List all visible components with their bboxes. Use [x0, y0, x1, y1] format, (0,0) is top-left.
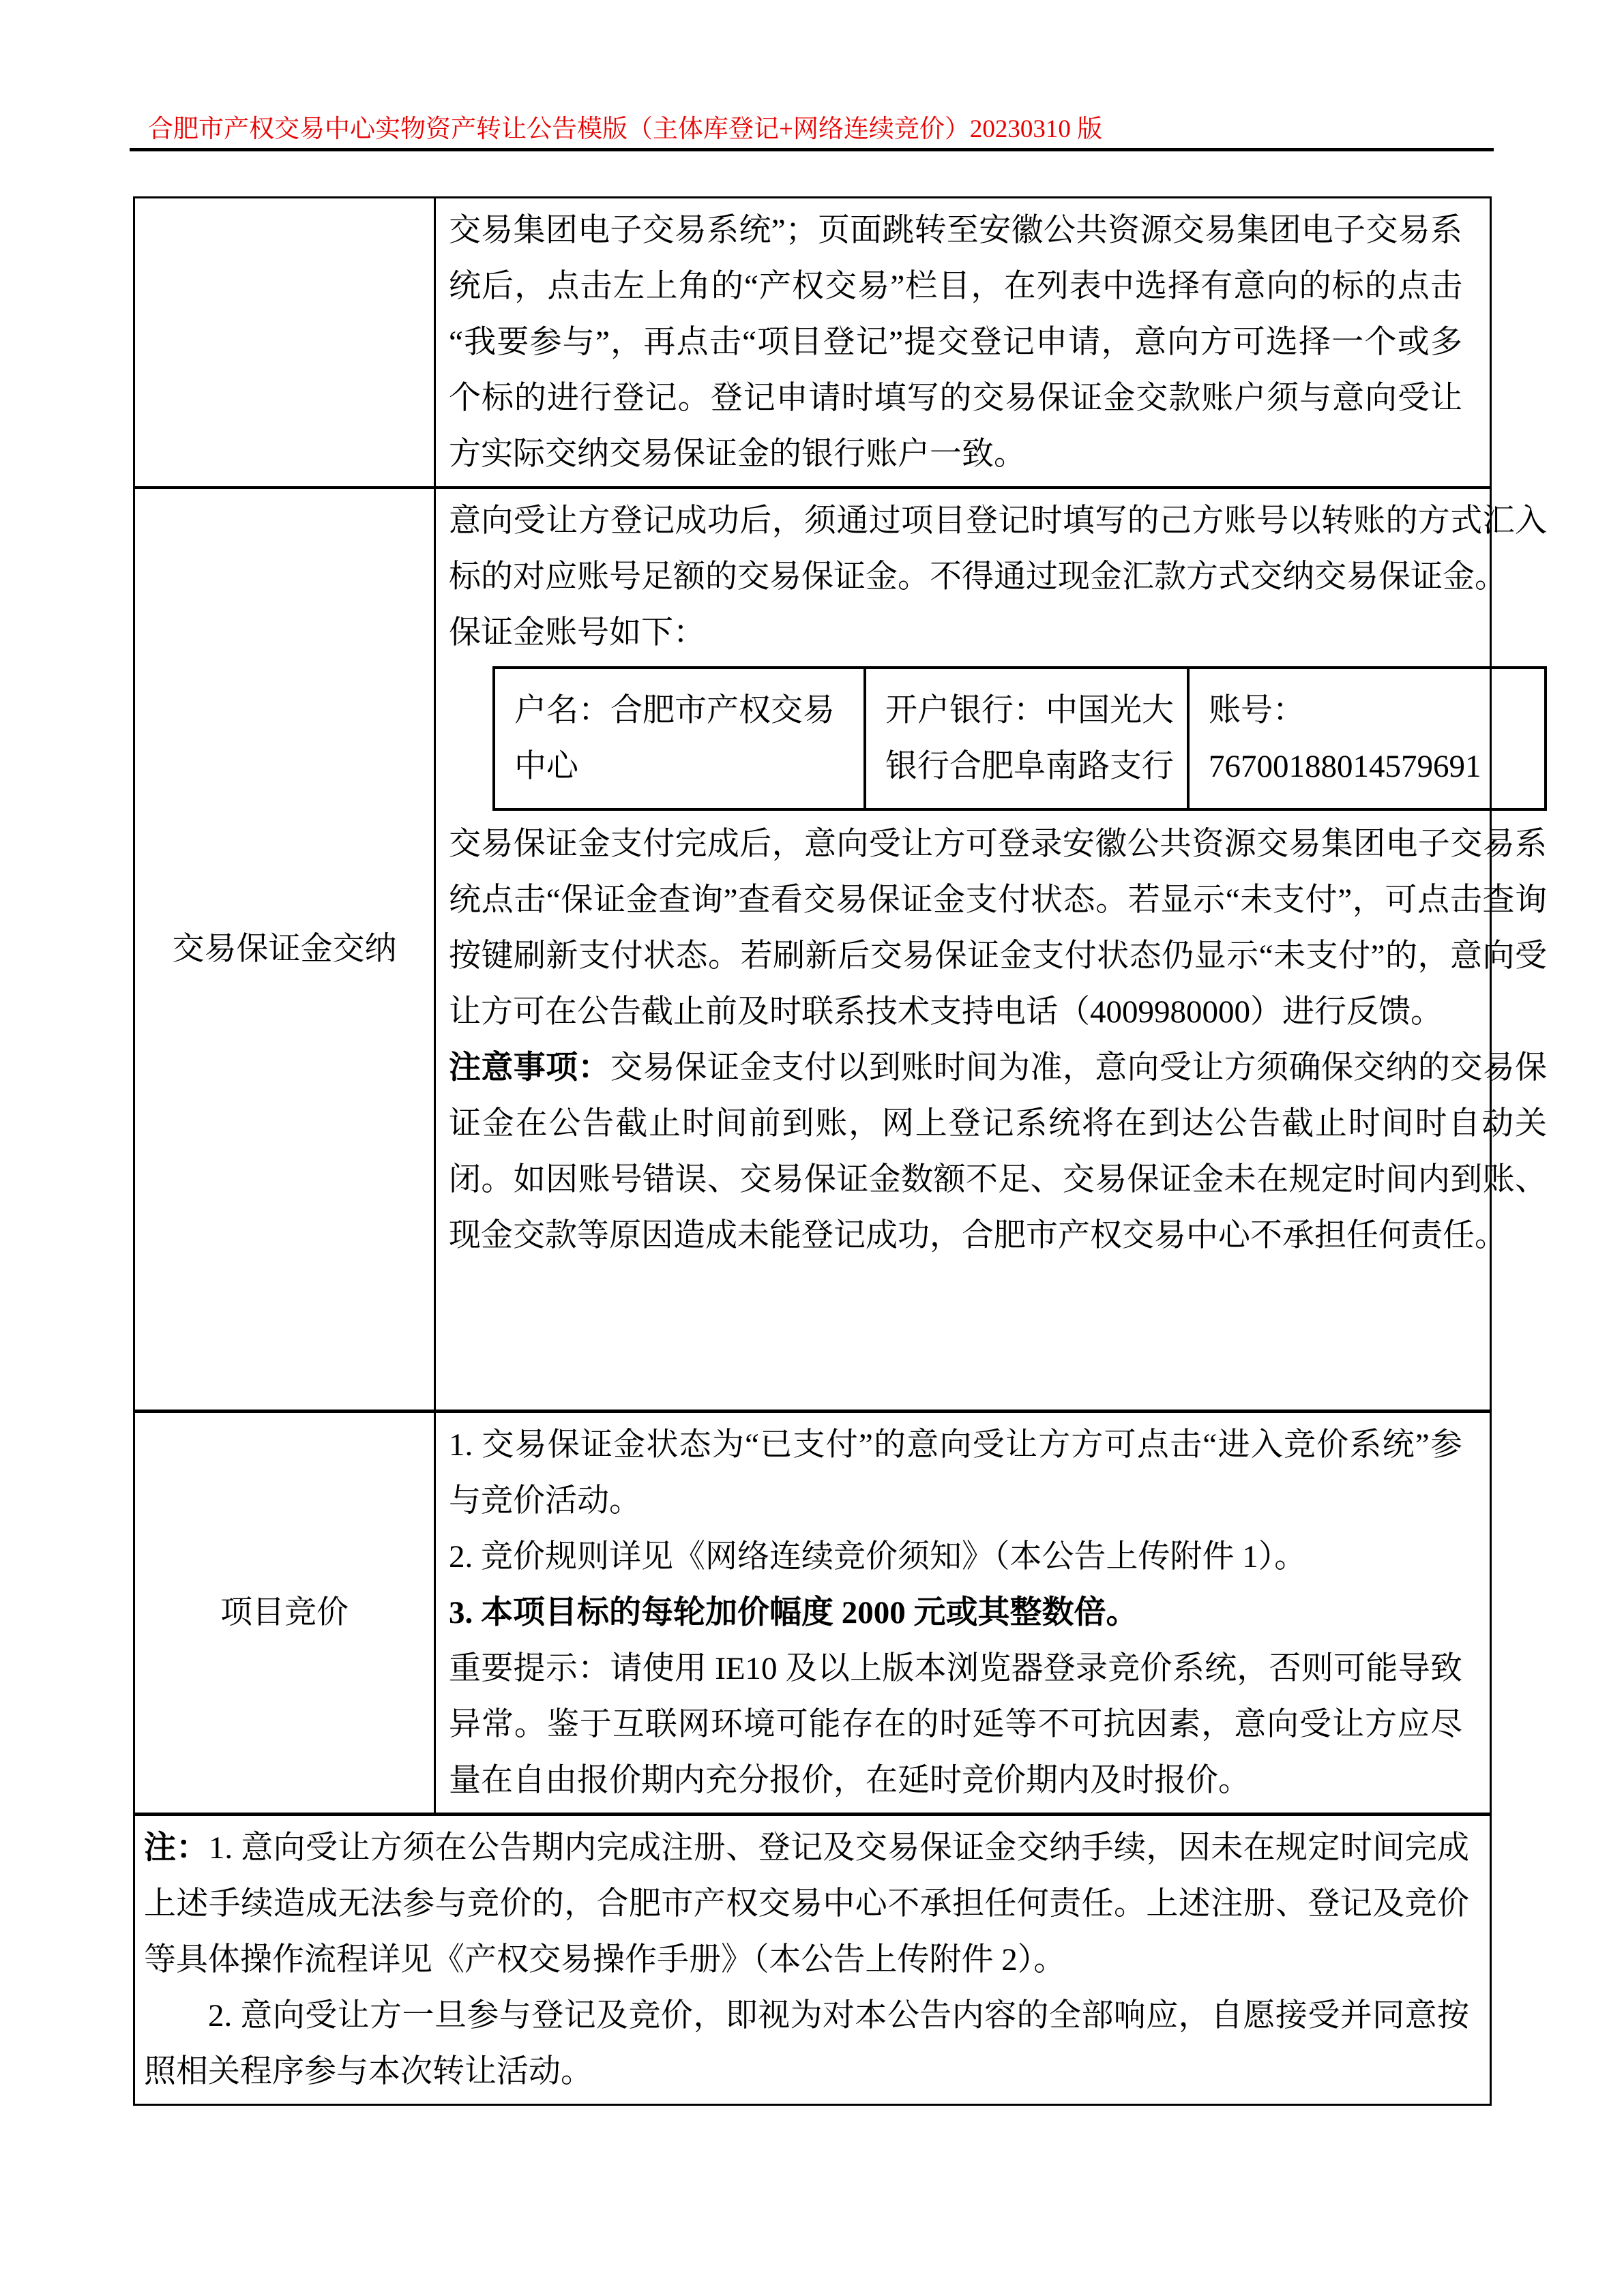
row-label-deposit: 交易保证金交纳 — [135, 489, 436, 1410]
note-paragraph-2: 2. 意向受让方一旦参与登记及竞价，即视为对本公告内容的全部响应，自愿接受并同意按照相关程序参与本次转让活动。 — [144, 1998, 1469, 2089]
account-number-value: 76700188014579691 — [1209, 749, 1481, 784]
note-label: 注： — [144, 1830, 209, 1866]
page-header-title: 合肥市产权交易中心实物资产转让公告模版（主体库登记+网络连续竞价）20230310 版 — [148, 115, 1103, 143]
bank-cell: 开户银行：中国光大银行合肥阜南路支行 — [865, 668, 1188, 809]
bidding-content — [436, 1413, 1490, 1813]
deposit-notice-label: 注意事项： — [449, 1050, 610, 1086]
account-number-cell — [1188, 668, 1546, 809]
bidding-item-2: 2. 竞价规则详见《网络连续竞价须知》（本公告上传附件 1）。 — [449, 1539, 1307, 1575]
note-text-1: 1. 意向受让方须在公告期内完成注册、登记及交易保证金交纳手续，因未在规定时间完成上述手续造成无法参与竞价的，合肥市产权交易中心不承担任何责任。上述注册、登记及竞价等具体操作流程详见《产权交易操作手册》（本公告上传附件 2）。 — [144, 1830, 1470, 1978]
deposit-paragraph-4 — [449, 1040, 1547, 1264]
note-paragraph-1 — [144, 1820, 1469, 1988]
announcement-table — [133, 196, 1548, 2106]
bidding-item-3: 3. 本项目标的每轮加价幅度 2000 元或其整数倍。 — [449, 1595, 1138, 1630]
row-label-bidding: 项目竞价 — [135, 1413, 436, 1813]
deposit-content — [436, 489, 1574, 1410]
account-number-label: 账号： — [1209, 693, 1305, 728]
deposit-notice-text: 交易保证金支付以到账时间为准，意向受让方须确保交纳的交易保证金在公告截止时间前到账，网上登记系统将在到达公告截止时间时自动关闭。如因账号错误、交易保证金数额不足、交易保证金未在规定时间内到账、现金交款等原因造成未能登记成功，合肥市产权交易中心不承担任何责任。 — [449, 1050, 1548, 1253]
deposit-paragraph-3: 交易保证金支付完成后，意向受让方可登录安徽公共资源交易集团电子交易系统点击“保证金查询”查看交易保证金支付状态。若显示“未支付”，可点击查询按键刷新支付状态。若刷新后交易保证金支付状态仍显示“未支付”的，意向受让方可在公告截止前及时联系技术支持电话（4009980000）进行反馈。 — [449, 826, 1547, 1030]
account-table-row — [494, 668, 1546, 809]
registration-paragraph: 交易集团电子交易系统”；页面跳转至安徽公共资源交易集团电子交易系统后，点击左上角的“产权交易”栏目，在列表中选择有意向的标的点击“我要参与”，再点击“项目登记”提交登记申请，意向方可选择一个或多个标的进行登记。登记申请时填写的交易保证金交款账户须与意向受让方实际交纳交易保证金的银行账户一致。 — [449, 213, 1462, 472]
table-row-registration — [135, 198, 1490, 486]
bidding-item-1: 1. 交易保证金状态为“已支付”的意向受让方方可点击“进入竞价系统”参与竞价活动。 — [449, 1427, 1462, 1519]
deposit-paragraph-1: 意向受让方登记成功后，须通过项目登记时填写的己方账号以转账的方式汇入标的对应账号足额的交易保证金。不得通过现金汇款方式交纳交易保证金。 — [449, 503, 1547, 595]
table-row-notes — [135, 1813, 1490, 2104]
row-label-empty — [135, 198, 436, 486]
table-row-bidding — [135, 1410, 1490, 1813]
deposit-paragraph-2: 保证金账号如下： — [449, 615, 705, 651]
deposit-account-table — [492, 666, 1547, 811]
table-row-deposit — [135, 486, 1548, 1410]
registration-content — [436, 198, 1490, 486]
account-name-cell: 户名：合肥市产权交易中心 — [494, 668, 865, 809]
header-rule — [130, 148, 1494, 151]
bidding-browser-notice: 重要提示：请使用 IE10 及以上版本浏览器登录竞价系统，否则可能导致异常。鉴于互联网环境可能存在的时延等不可抗因素，意向受让方应尽量在自由报价期内充分报价，在延时竞价期内及时报价。 — [449, 1651, 1462, 1798]
